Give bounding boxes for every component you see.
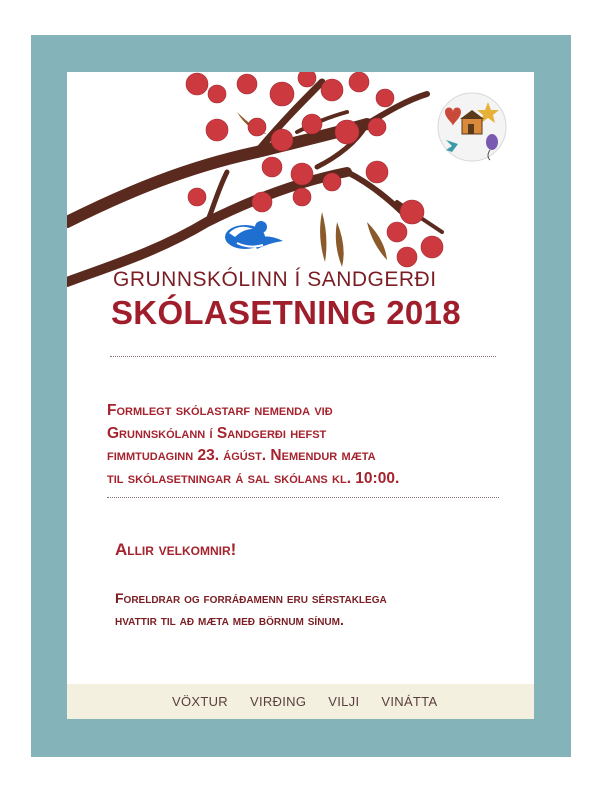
event-title: SKÓLASETNING 2018 xyxy=(111,294,461,331)
school-logo-icon xyxy=(217,215,293,257)
values-footer xyxy=(67,684,534,719)
parents-line: Foreldrar og forráðamenn eru sérstaklega xyxy=(115,590,387,606)
school-name: GRUNNSKÓLINN Í SANDGERÐI xyxy=(113,268,437,291)
intro-line: til skólasetningar á sal skólans kl. 10:00. xyxy=(107,469,400,487)
divider xyxy=(110,356,496,357)
intro-line: Grunnskólann í Sandgerði hefst xyxy=(107,424,327,442)
intro-paragraph xyxy=(107,400,507,490)
parents-line: hvattir til að mæta með börnum sínum. xyxy=(115,612,344,628)
value-label: VÖXTUR xyxy=(172,694,228,709)
value-label: VINÁTTA xyxy=(381,694,438,709)
intro-line: fimmtudaginn 23. ágúst. Nemendur mæta xyxy=(107,447,376,464)
intro-line: Formlegt skólastarf nemenda við xyxy=(107,402,333,419)
parents-paragraph xyxy=(115,587,495,631)
welcome-text: Allir velkomnir! xyxy=(115,540,237,559)
school-emblem-icon xyxy=(430,92,514,162)
value-label: VIRÐING xyxy=(249,694,307,709)
poster-page xyxy=(67,72,534,719)
value-label: VILJI xyxy=(328,694,360,709)
divider xyxy=(107,497,499,498)
